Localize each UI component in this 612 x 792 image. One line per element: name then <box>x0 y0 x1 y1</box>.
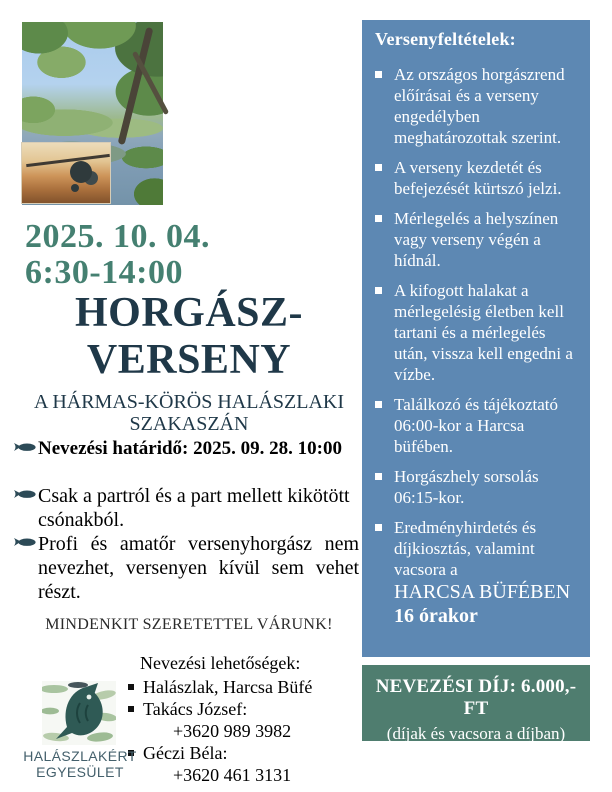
event-time-range: 6:30-14:00 <box>25 254 183 291</box>
rule-row <box>13 532 359 604</box>
list-item <box>128 742 312 764</box>
condition-item <box>371 208 580 271</box>
fishing-rod <box>26 154 110 167</box>
condition-venue-text: HARCSA BÜFÉBEN <box>394 581 571 603</box>
welcome-text: MINDENKIT SZERETETTEL VÁRUNK! <box>45 616 333 633</box>
square-bullet-icon <box>375 71 382 78</box>
condition-text: Eredményhirdetés és díjkiosztás, valamint vacsora a <box>394 518 537 579</box>
condition-text: A kifogott halakat a mérlegelésig életben kell tartani és a mérlegelés után, vissza kell engedni a vízbe. <box>394 281 573 384</box>
fishing-reel-silhouette <box>70 161 92 183</box>
sunset-reel-inset-photo <box>22 143 110 203</box>
conditions-panel <box>362 20 590 657</box>
registration-item-label: Takács József: <box>143 699 248 719</box>
fee-panel <box>362 665 590 741</box>
event-date-line1: 2025. 10. 04. <box>25 218 210 255</box>
event-date <box>25 219 210 291</box>
square-bullet-icon <box>375 524 382 531</box>
conditions-heading: Versenyfeltételek: <box>375 29 516 49</box>
list-item <box>128 698 312 720</box>
event-location-line2: SZAKASZÁN <box>129 413 249 435</box>
condition-item <box>371 517 580 628</box>
event-title-line1: HORGÁSZ- <box>74 290 304 336</box>
event-location <box>20 391 358 435</box>
fee-amount: NEVEZÉSI DÍJ: 6.000,- FT <box>375 676 577 719</box>
organization-name <box>10 748 150 780</box>
fish-bullet-icon <box>13 536 36 554</box>
deadline-text: Nevezési határidő: 2025. 09. 28. 10:00 <box>38 438 342 459</box>
fish-bullet-icon <box>13 488 36 506</box>
condition-item <box>371 466 580 508</box>
condition-text: Mérlegelés a helyszínen vagy verseny végén a hídnál. <box>394 209 559 270</box>
condition-item <box>371 157 580 199</box>
tree-trunk <box>118 27 154 145</box>
square-bullet-icon <box>375 287 382 294</box>
condition-text: A verseny kezdetét és befejezését kürtszó jelzi. <box>394 158 562 198</box>
registration-item-label: Halászlak, Harcsa Büfé <box>143 677 313 697</box>
rule-text: Csak a partról és a part mellett kikötött csónakból. <box>38 485 350 531</box>
organization-name-line1: HALÁSZLAKÉRT <box>23 748 137 764</box>
phone-number: +3620 461 3131 <box>173 765 292 785</box>
river-photo <box>22 22 163 205</box>
deadline-row <box>13 437 359 461</box>
condition-item <box>371 280 580 385</box>
registration-list <box>128 676 312 786</box>
registration-heading: Nevezési lehetőségek: <box>140 653 301 673</box>
square-bullet-icon <box>375 164 382 171</box>
fish-logo <box>42 681 116 745</box>
fee-note: (díjak és vacsora a díjban) <box>386 724 566 743</box>
organization-name-line2: EGYESÜLET <box>36 764 124 780</box>
square-bullet-icon <box>375 473 382 480</box>
list-item <box>128 676 312 698</box>
event-title <box>20 290 358 384</box>
condition-item <box>371 64 580 148</box>
square-bullet-icon <box>128 684 134 690</box>
phone-number: +3620 989 3982 <box>173 721 292 741</box>
square-bullet-icon <box>375 215 382 222</box>
condition-text: Horgászhely sorsolás 06:15-kor. <box>394 467 539 507</box>
square-bullet-icon <box>128 706 134 712</box>
event-title-line2: VERSENY <box>86 337 292 383</box>
condition-text: Az országos horgászrend előírásai és a verseny engedélyben meghatározottak szerint. <box>394 65 565 147</box>
condition-text: Találkozó és tájékoztató 06:00-kor a Harcsa büfében. <box>394 395 559 456</box>
rule-row <box>13 484 359 532</box>
condition-item <box>371 394 580 457</box>
condition-time-text: 16 órakor <box>394 605 478 627</box>
fish-bullet-icon <box>13 441 36 459</box>
rule-text: Profi és amatőr versenyhorgász nem nevezhet, versenyen kívül sem vehet részt. <box>38 533 359 603</box>
registration-item-label: Géczi Béla: <box>143 743 228 763</box>
square-bullet-icon <box>375 401 382 408</box>
event-location-line1: A HÁRMAS-KÖRÖS HALÁSZLAKI <box>33 391 345 413</box>
